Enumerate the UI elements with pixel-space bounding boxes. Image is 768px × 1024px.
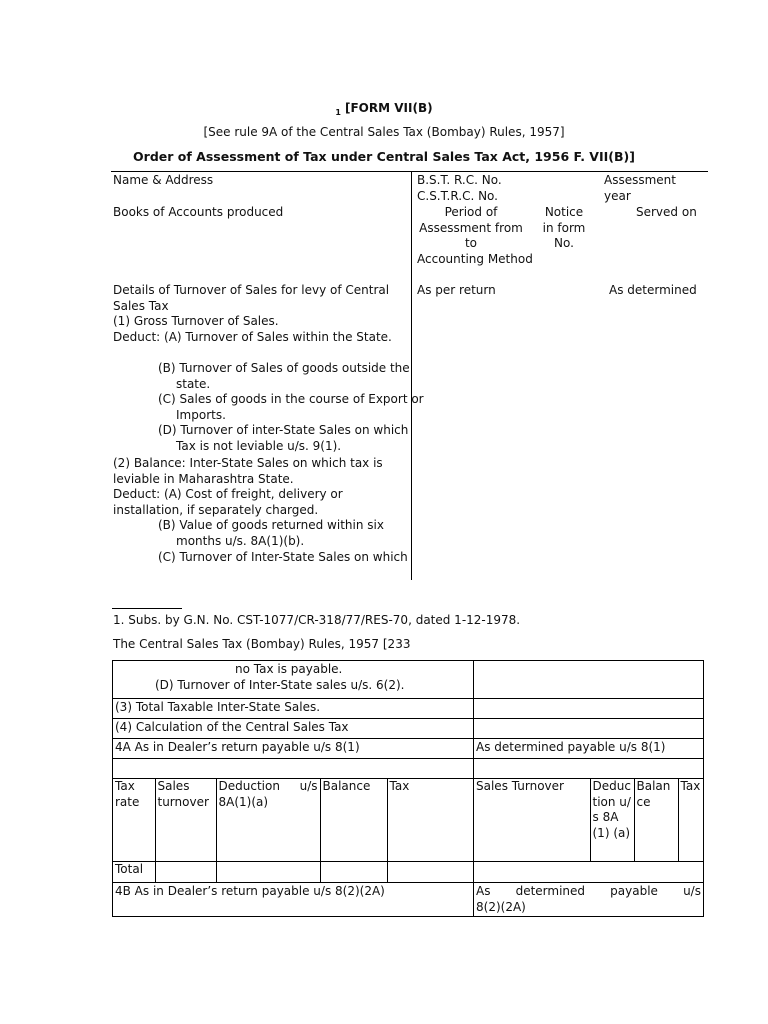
cell-r1-left <box>113 661 474 699</box>
deduct2-a: Deduct: (A) Cost of freight, delivery or installation, if separately charged. <box>113 487 343 517</box>
total-balance <box>320 862 387 882</box>
dealer-return-8-2: 4B As in Dealer’s return payable u/s 8(2)(2A) <box>113 883 474 917</box>
deduct-c: (C) Sales of goods in the course of Export or Imports. <box>158 392 424 422</box>
determined-word-determined: determined <box>515 884 586 898</box>
balance-line: (2) Balance: Inter-State Sales on which tax is leviable in Maharashtra State. <box>113 456 383 486</box>
form-title: [FORM VII(B) <box>345 101 433 115</box>
deduct-b: (B) Turnover of Sales of goods outside the state. <box>158 361 410 391</box>
name-address-label: Name & Address <box>113 173 214 187</box>
header-tax-rate: Tax rate <box>113 779 155 861</box>
rule-reference: [See rule 9A of the Central Sales Tax (Bombay) Rules, 1957] <box>203 125 565 139</box>
cell-r2-right <box>474 699 704 719</box>
left-subheader-cell <box>113 779 474 862</box>
deduct-a: Deduct: (A) Turnover of Sales within the State. <box>113 330 392 344</box>
header-r-balance: Balance <box>634 779 678 861</box>
total-tax <box>387 862 473 882</box>
header-tax: Tax <box>389 779 410 793</box>
determined-word-us: u/s <box>683 884 701 898</box>
deduct2-b: (B) Value of goods returned within six months u/s. 8A(1)(b). <box>158 518 384 548</box>
top-rule <box>111 171 708 172</box>
deduct2-c: (C) Turnover of Inter-State Sales on which <box>158 550 408 564</box>
books-label: Books of Accounts produced <box>113 205 284 219</box>
details-label: Details of Turnover of Sales for levy of Central Sales Tax <box>113 283 390 313</box>
header-sales-turnover: Sales turnover <box>155 779 216 861</box>
determined-word-payable: payable <box>610 884 658 898</box>
deduct-d: (D) Turnover of inter-State Sales on which Tax is not leviable u/s. 9(1). <box>158 423 409 453</box>
order-title: Order of Assessment of Tax under Central Sales Tax Act, 1956 F. VII(B)] <box>133 149 635 164</box>
turnover-6-2: (D) Turnover of Inter-State sales u/s. 6(2). <box>155 677 405 692</box>
header-r-deduction: Deduction u/s 8A(1) (a) <box>590 779 634 861</box>
as-determined-label: As determined <box>609 283 697 297</box>
total-label: Total <box>113 862 155 882</box>
period-label: Period of Assessment from to <box>419 205 523 251</box>
total-deduction <box>216 862 320 882</box>
served-on-label: Served on <box>636 205 697 219</box>
tax-calculation-table <box>112 660 704 917</box>
dealer-return-8-1: 4A As in Dealer’s return payable u/s 8(1) <box>113 739 474 759</box>
calculation-label: (4) Calculation of the Central Sales Tax <box>113 719 474 739</box>
determined-section: 8(2)(2A) <box>476 899 526 914</box>
determined-8-1: As determined payable u/s 8(1) <box>474 739 704 759</box>
no-tax-payable: no Tax is payable. <box>235 662 343 676</box>
total-row-table <box>113 862 473 882</box>
header-balance: Balance <box>320 779 387 861</box>
header-r-sales-turnover: Sales Turnover <box>474 779 590 861</box>
bst-rc-label: B.S.T. R.C. No. <box>417 173 502 187</box>
accounting-method-label: Accounting Method <box>417 252 533 266</box>
determined-word-as: As <box>476 884 491 898</box>
footnote-marker: 1 <box>335 108 341 117</box>
as-per-return-label: As per return <box>417 283 496 297</box>
header-deduction: Deduction u/s 8A(1)(a) <box>216 779 320 861</box>
cell-r5-left <box>113 759 474 779</box>
right-subheader-table <box>474 779 703 861</box>
assessment-year-label: Assessment year <box>604 173 676 203</box>
cell-r1-right <box>474 661 704 699</box>
cstrc-label: C.S.T.R.C. No. <box>417 189 498 203</box>
cell-r3-right <box>474 719 704 739</box>
determined-8-2-cell <box>474 883 704 917</box>
gross-turnover: (1) Gross Turnover of Sales. <box>113 314 279 328</box>
total-row-right <box>474 862 704 883</box>
total-taxable-label: (3) Total Taxable Inter-State Sales. <box>113 699 474 719</box>
running-head: The Central Sales Tax (Bombay) Rules, 1957 [233 <box>113 637 411 651</box>
footnote-rule <box>112 608 182 609</box>
footnote-text: 1. Subs. by G.N. No. CST-1077/CR-318/77/RES-70, dated 1-12-1978. <box>113 613 521 627</box>
total-sales-turnover <box>155 862 216 882</box>
cell-r5-right <box>474 759 704 779</box>
right-subheader-cell <box>474 779 704 862</box>
form-heading <box>0 101 768 118</box>
notice-label: Notice in form No. <box>542 205 586 251</box>
header-r-tax: Tax <box>680 779 701 793</box>
determined-8-2-line <box>476 884 701 900</box>
total-row-left <box>113 862 474 883</box>
left-subheader-table <box>113 779 473 861</box>
